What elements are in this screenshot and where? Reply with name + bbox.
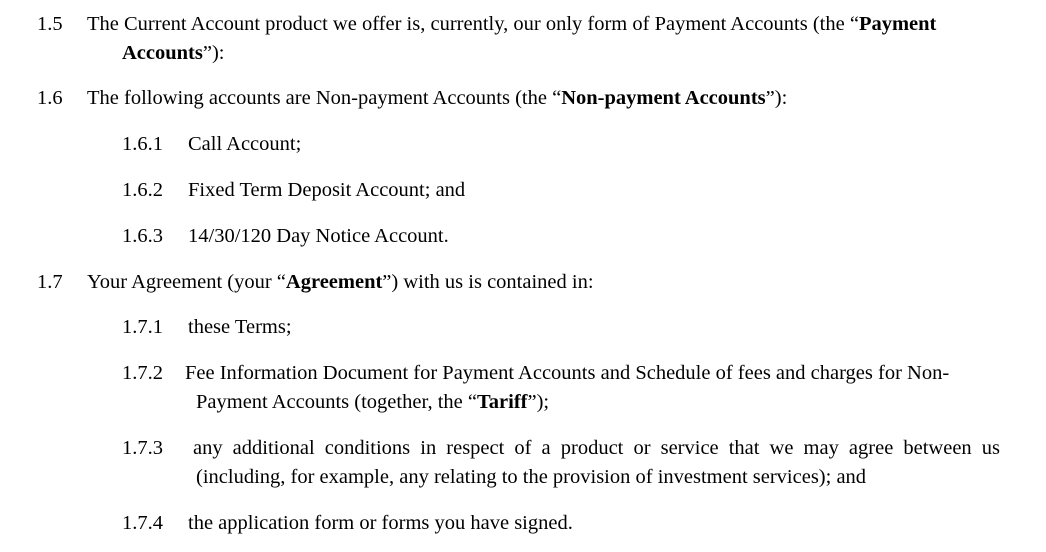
subclause-text: the application form or forms you have signed. [188, 512, 573, 534]
clause-number: 1.7 [37, 271, 63, 293]
subclause-text: Call Account; [188, 133, 302, 155]
subclause-1-7-2 [0, 359, 1046, 388]
subclause-text: Fee Information Document for Payment Accounts and Schedule of fees and charges for Non- [185, 362, 950, 384]
subclause-text: any additional conditions in respect of a product or service that we may agree between us [193, 437, 1000, 459]
defined-term: Accounts [122, 42, 203, 64]
subclause-1-7-1 [0, 313, 1046, 342]
subclause-number: 1.6.2 [122, 179, 163, 201]
subclause-1-6-1 [0, 130, 1046, 159]
subclause-1-7-3-continuation: (including, for example, any relating to the provision of investment services); and [196, 466, 867, 488]
subclause-number: 1.7.2 [122, 362, 163, 384]
subclause-number: 1.7.1 [122, 316, 163, 338]
clause-1-5-continuation: Accounts”): [122, 42, 225, 64]
clause-text: The following accounts are Non-payment Accounts (the “Non-payment Accounts”): [87, 87, 788, 109]
defined-term: Tariff [476, 391, 528, 413]
subclause-1-6-2 [0, 176, 1046, 205]
subclause-1-7-3 [0, 434, 1046, 463]
defined-term: Non-payment Accounts [561, 87, 766, 109]
clause-number: 1.5 [37, 13, 63, 35]
defined-term: Payment [858, 13, 937, 35]
defined-term: Agreement [285, 271, 383, 293]
clause-text: The Current Account product we offer is, currently, our only form of Payment Accounts (the “Payment [87, 13, 937, 35]
clause-number: 1.6 [37, 87, 63, 109]
subclause-text: these Terms; [188, 316, 292, 338]
clause-1-6 [0, 84, 1046, 113]
subclause-number: 1.6.3 [122, 225, 163, 247]
clause-1-7 [0, 268, 1046, 297]
subclause-1-6-3 [0, 222, 1046, 251]
subclause-number: 1.7.4 [122, 512, 163, 534]
clause-1-5 [0, 10, 1046, 39]
subclause-text: 14/30/120 Day Notice Account. [188, 225, 449, 247]
subclause-1-7-2-continuation: Payment Accounts (together, the “Tariff”); [196, 391, 550, 413]
subclause-1-7-4 [0, 509, 1046, 538]
subclause-number: 1.7.3 [122, 437, 163, 459]
subclause-text: Fixed Term Deposit Account; and [188, 179, 466, 201]
subclause-number: 1.6.1 [122, 133, 163, 155]
clause-text: Your Agreement (your “Agreement”) with us is contained in: [87, 271, 594, 293]
